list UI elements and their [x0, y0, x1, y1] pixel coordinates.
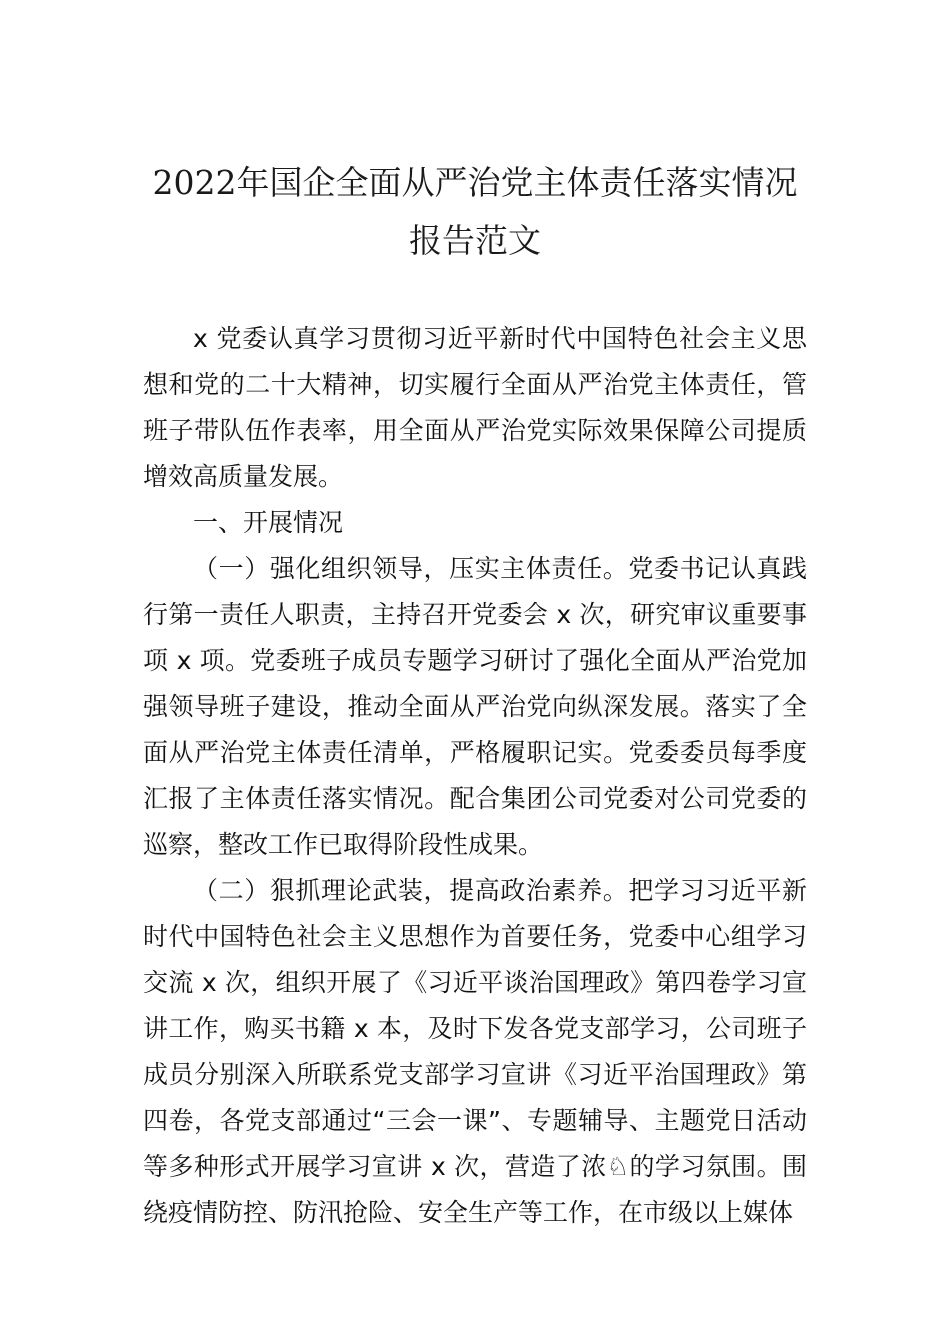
section-heading: 一、开展情况 — [193, 508, 344, 537]
document-title: 2022年国企全面从严治党主体责任落实情况报告范文 — [152, 163, 798, 260]
intro-paragraph: x 党委认真学习贯彻习近平新时代中国特色社会主义思想和党的二十大精神，切实履行全面从严治党主体责任，管班子带队伍作表率，用全面从严治党实际效果保障公司提质增效高质量发展。 — [143, 324, 807, 491]
document-body — [143, 316, 807, 1236]
section-2-paragraph: （二）狠抓理论武装，提高政治素养。把学习习近平新时代中国特色社会主义思想作为首要任务，党委中心组学习交流 x 次，组织开展了《习近平谈治国理政》第四卷学习宣讲工作，购买书籍 x 本，及时下发各党支部学习，公司班子成员分别深入所联系党支部学习宣讲《习近平治国理政》第四卷，各党支部通过“三会一课”、专题辅导、主题党日活动等多种形式开展学习宣讲 x 次，营造了浓♘的学习氛围。围绕疫情防控、防汛抢险、安全生产等工作，在市级以上媒体 — [143, 876, 807, 1227]
section-1-paragraph: （一）强化组织领导，压实主体责任。党委书记认真践行第一责任人职责，主持召开党委会 x 次，研究审议重要事项 x 项。党委班子成员专题学习研讨了强化全面从严治党加强领导班子建设，推动全面从严治党向纵深发展。落实了全面从严治党主体责任清单，严格履职记实。党委委员每季度汇报了主体责任落实情况。配合集团公司党委对公司党委的巡察，整改工作已取得阶段性成果。 — [143, 554, 807, 859]
